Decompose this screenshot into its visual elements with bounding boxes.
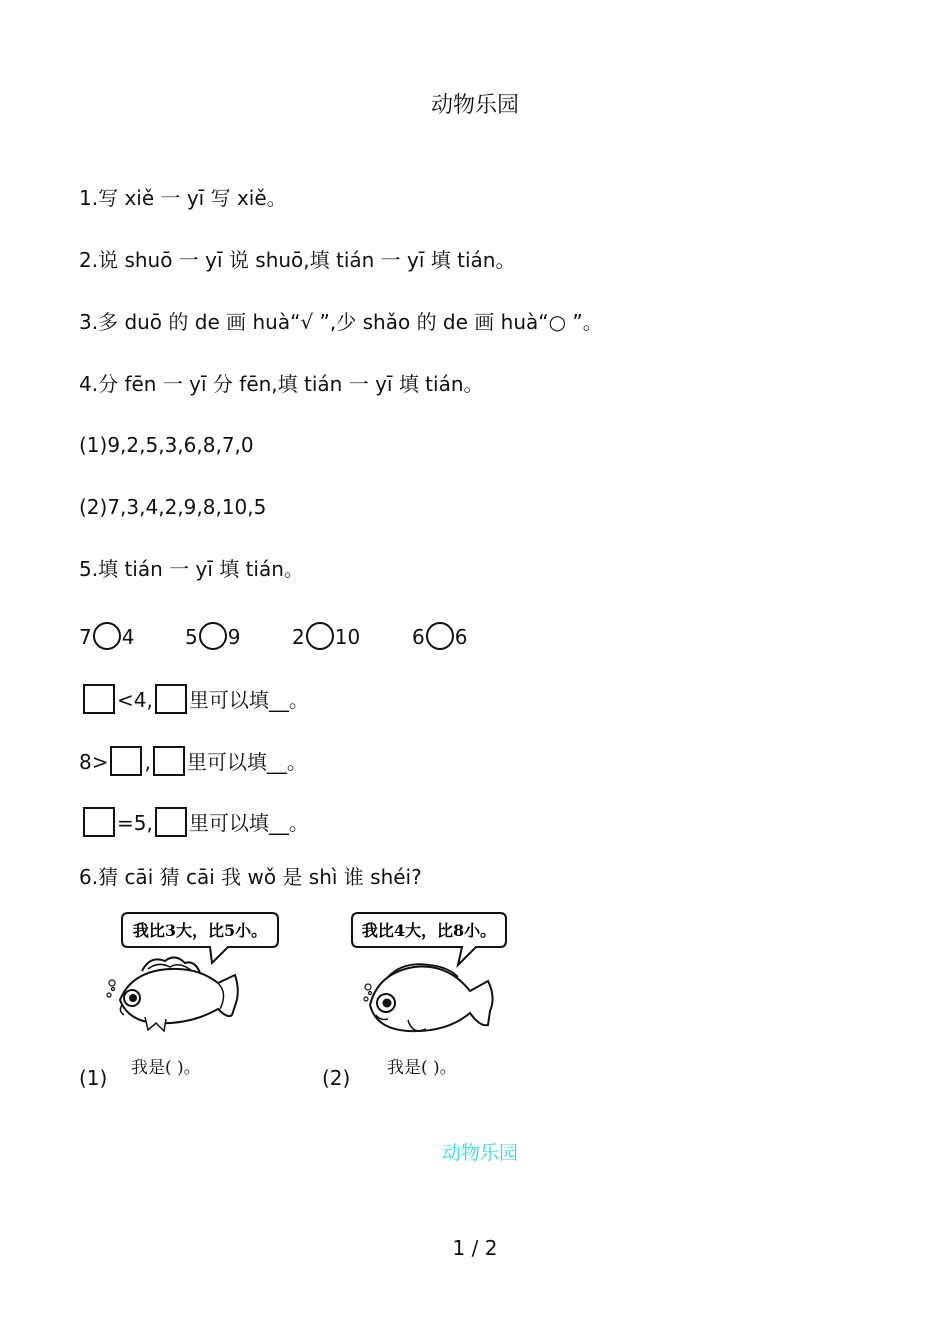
page-title: 动物乐园 bbox=[430, 93, 519, 118]
compare-circle[interactable] bbox=[199, 622, 227, 650]
question-2: 2.说 shuō 一 yī 说 shuō,填 tián 一 yī 填 tián。 bbox=[79, 248, 516, 272]
fish-illustration-2 bbox=[348, 905, 518, 1045]
fill-row-tail: 里可以填__。 bbox=[188, 811, 309, 835]
question-1: 1.写 xiě 一 yī 写 xiě。 bbox=[79, 186, 287, 210]
compare-left-number: 7 bbox=[79, 625, 92, 649]
fish-2-label: (2) bbox=[322, 1066, 351, 1090]
question-4: 4.分 fēn 一 yī 分 fēn,填 tián 一 yī 填 tián。 bbox=[79, 372, 484, 396]
fish-2-caption: 我是( )。 bbox=[387, 1058, 457, 1078]
compare-circle[interactable] bbox=[426, 622, 454, 650]
answer-box[interactable] bbox=[83, 807, 115, 837]
question-6: 6.猜 cāi 猜 cāi 我 wǒ 是 shì 谁 shéi? bbox=[79, 865, 422, 889]
answer-box[interactable] bbox=[110, 746, 142, 776]
compare-circle[interactable] bbox=[93, 622, 121, 650]
compare-circle[interactable] bbox=[306, 622, 334, 650]
fish-illustration-1 bbox=[100, 905, 290, 1045]
compare-left-number: 5 bbox=[185, 625, 198, 649]
fish-2-bubble-text: 我比4大，比8小。 bbox=[361, 921, 497, 940]
answer-box[interactable] bbox=[155, 807, 187, 837]
fish-1-caption: 我是( )。 bbox=[131, 1058, 201, 1078]
fish-1-label: (1) bbox=[79, 1066, 108, 1090]
fill-row-lead: 8> bbox=[79, 750, 109, 774]
compare-right-number: 9 bbox=[227, 625, 241, 649]
fill-row-tail: 里可以填__。 bbox=[186, 750, 307, 774]
answer-box[interactable] bbox=[153, 746, 185, 776]
fill-row-text: <4, bbox=[117, 688, 153, 712]
compare-item bbox=[292, 622, 360, 651]
question-3: 3.多 duō 的 de 画 huà“√ ”,少 shǎo 的 de 画 huà“○ ”。 bbox=[79, 310, 603, 334]
compare-right-number: 4 bbox=[121, 625, 135, 649]
question-4-part-2: (2)7,3,4,2,9,8,10,5 bbox=[79, 495, 267, 519]
question-4-part-1: (1)9,2,5,3,6,8,7,0 bbox=[79, 433, 254, 457]
compare-right-number: 6 bbox=[454, 625, 468, 649]
fill-row-tail: 里可以填__。 bbox=[188, 688, 309, 712]
page-number: 1 / 2 bbox=[452, 1236, 498, 1260]
footer-title: 动物乐园 bbox=[441, 1142, 518, 1164]
question-5: 5.填 tián 一 yī 填 tián。 bbox=[79, 557, 304, 581]
compare-item bbox=[185, 622, 240, 651]
fill-row-3 bbox=[81, 807, 309, 837]
answer-box[interactable] bbox=[83, 684, 115, 714]
fill-row-text: , bbox=[144, 750, 151, 774]
fish-1-bubble-text: 我比3大，比5小。 bbox=[132, 921, 268, 940]
answer-box[interactable] bbox=[155, 684, 187, 714]
fill-row-text: =5, bbox=[117, 811, 153, 835]
compare-item bbox=[79, 622, 134, 651]
fill-row-2 bbox=[79, 746, 307, 776]
compare-left-number: 2 bbox=[292, 625, 305, 649]
fill-row-1 bbox=[81, 684, 309, 714]
compare-right-number: 10 bbox=[334, 625, 361, 649]
compare-item bbox=[412, 622, 467, 651]
compare-left-number: 6 bbox=[412, 625, 425, 649]
